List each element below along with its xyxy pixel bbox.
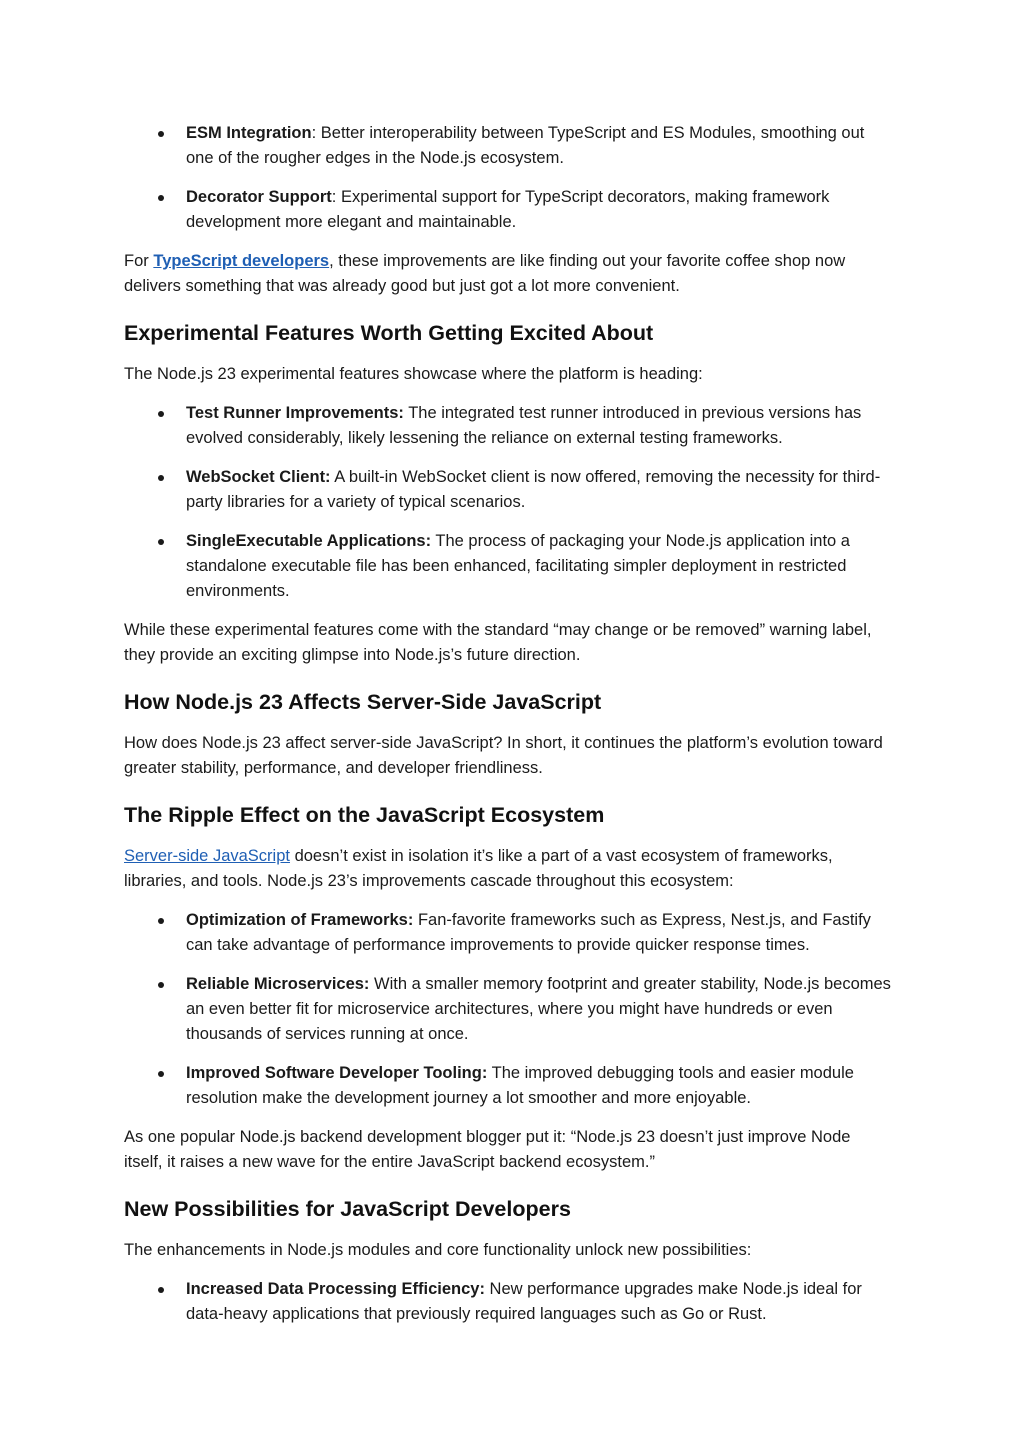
list-item (124, 1061, 892, 1111)
bullet-icon (158, 475, 164, 481)
server-side-javascript-link[interactable]: Server-side JavaScript (124, 847, 290, 865)
bullet-text: With a smaller memory footprint and greater stability, Node.js becomes an even better fit for microservice architectures, where you might have hundreds or even thousands of services running at once. (186, 975, 891, 1043)
section-heading-experimental: Experimental Features Worth Getting Excited About (124, 321, 654, 345)
paragraph-text: For (124, 252, 154, 270)
bullet-text: Experimental support for TypeScript decorators, making framework development more elegant and maintainable. (186, 188, 830, 231)
bullet-icon (158, 918, 164, 924)
typescript-developers-link[interactable]: TypeScript developers (153, 252, 330, 270)
experimental-outro: While these experimental features come with the standard “may change or be removed” warning label, they provide an exciting glimpse into Node.js’s future direction. (124, 621, 872, 664)
experimental-intro: The Node.js 23 experimental features showcase where the platform is heading: (124, 365, 703, 383)
bullet-icon (158, 539, 164, 545)
bullet-separator: : (331, 188, 341, 206)
list-item (124, 1277, 892, 1327)
list-item (124, 465, 892, 515)
bullet-icon (158, 131, 164, 137)
possibilities-intro: The enhancements in Node.js modules and core functionality unlock new possibilities: (124, 1241, 752, 1259)
section-heading-possibilities: New Possibilities for JavaScript Developers (124, 1197, 571, 1221)
bullet-icon (158, 1071, 164, 1077)
bullet-term: ESM Integration (186, 124, 312, 142)
bullet-text: New performance upgrades make Node.js ideal for data-heavy applications that previously required languages such as Go or Rust. (186, 1280, 862, 1323)
list-item (124, 121, 892, 171)
intro-bullet-list (124, 121, 892, 235)
list-item (124, 529, 892, 604)
typescript-paragraph (124, 249, 892, 299)
list-item (124, 401, 892, 451)
ripple-quote: As one popular Node.js backend development blogger put it: “Node.js 23 doesn’t just improve Node itself, it raises a new wave for the entire JavaScript backend ecosystem.” (124, 1128, 851, 1171)
bullet-icon (158, 195, 164, 201)
bullet-term: Increased Data Processing Efficiency: (186, 1280, 485, 1298)
bullet-separator: : (311, 124, 321, 142)
ripple-intro (124, 844, 892, 894)
list-item (124, 972, 892, 1047)
paragraph-text: , these improvements are like finding out your favorite coffee shop now delivers something that was already good but just got a lot more convenient. (124, 252, 846, 295)
bullet-icon (158, 1287, 164, 1293)
bullet-text: The process of packaging your Node.js application into a standalone executable file has been enhanced, facilitating simpler deployment in restricted environments. (186, 532, 850, 600)
section-heading-ripple: The Ripple Effect on the JavaScript Ecosystem (124, 803, 605, 827)
list-item (124, 185, 892, 235)
affects-body: How does Node.js 23 affect server-side JavaScript? In short, it continues the platform’s evolution toward greater stability, performance, and developer friendliness. (124, 734, 883, 777)
bullet-icon (158, 982, 164, 988)
paragraph-text: doesn’t exist in isolation it’s like a part of a vast ecosystem of frameworks, libraries, and tools. Node.js 23’s improvements cascade throughout this ecosystem: (124, 847, 833, 890)
bullet-text: Fan-favorite frameworks such as Express, Nest.js, and Fastify can take advantage of performance improvements to provide quicker response times. (186, 911, 871, 954)
possibilities-bullet-list (124, 1277, 892, 1327)
bullet-term: Optimization of Frameworks: (186, 911, 414, 929)
bullet-text: Better interoperability between TypeScript and ES Modules, smoothing out one of the rougher edges in the Node.js ecosystem. (186, 124, 865, 167)
bullet-text: The integrated test runner introduced in previous versions has evolved considerably, likely lessening the reliance on external testing frameworks. (186, 404, 862, 447)
bullet-text: A built-in WebSocket client is now offered, removing the necessity for third-party libraries for a variety of typical scenarios. (186, 468, 881, 511)
bullet-text: The improved debugging tools and easier module resolution make the development journey a lot smoother and more enjoyable. (186, 1064, 854, 1107)
bullet-term: Test Runner Improvements: (186, 404, 404, 422)
section-heading-affects: How Node.js 23 Affects Server-Side JavaScript (124, 690, 602, 714)
list-item (124, 908, 892, 958)
bullet-term: WebSocket Client: (186, 468, 331, 486)
bullet-term: SingleExecutable Applications: (186, 532, 432, 550)
ripple-bullet-list (124, 908, 892, 1111)
bullet-term: Decorator Support (186, 188, 332, 206)
bullet-term: Reliable Microservices: (186, 975, 370, 993)
bullet-term: Improved Software Developer Tooling: (186, 1064, 488, 1082)
experimental-bullet-list (124, 401, 892, 604)
bullet-icon (158, 411, 164, 417)
